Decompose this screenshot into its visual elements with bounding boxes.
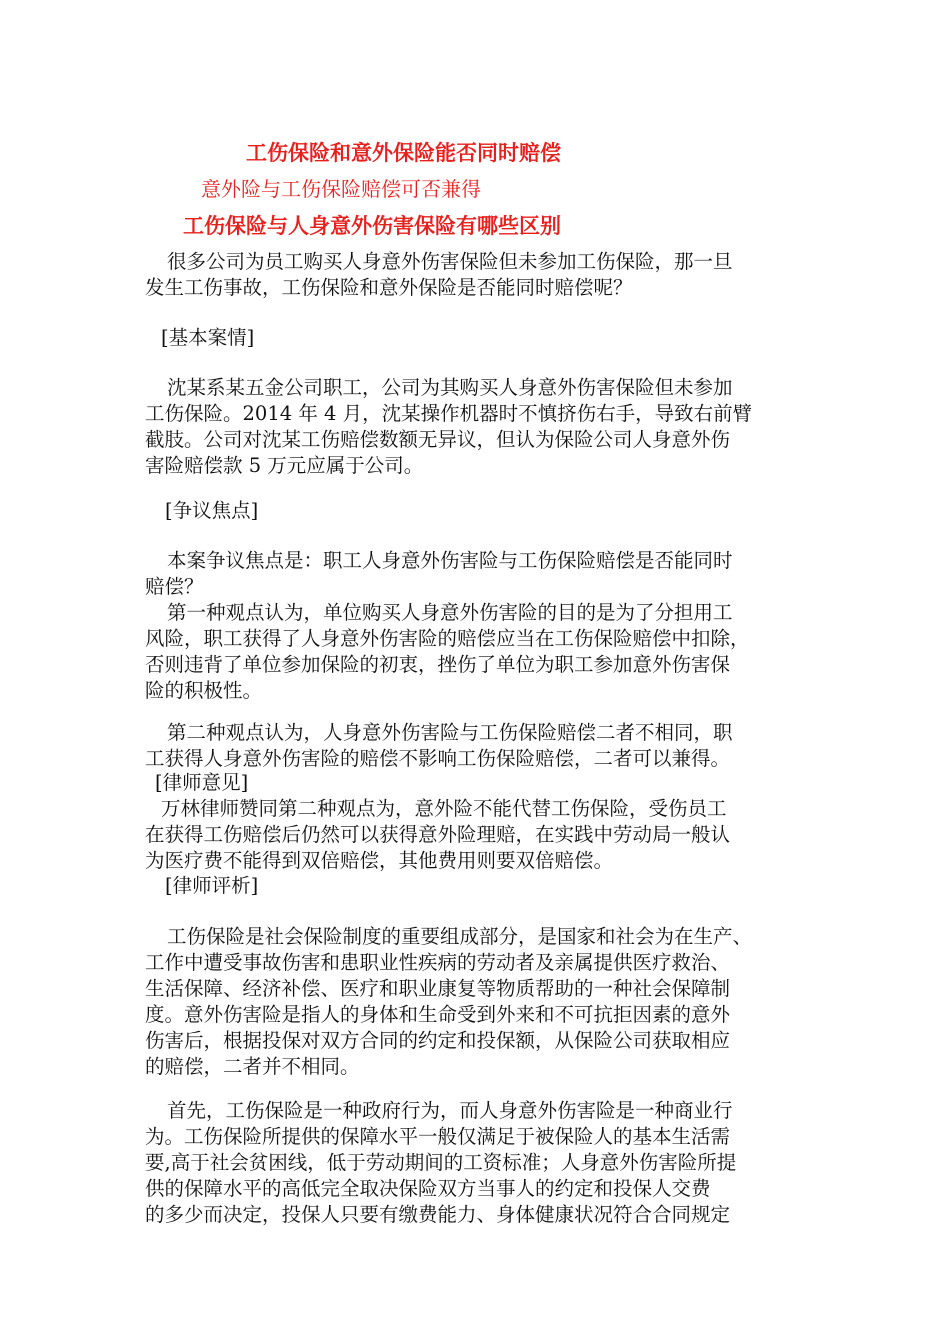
- text-line: 第一种观点认为，单位购买人身意外伤害险的目的是为了分担用工: [167, 601, 733, 624]
- text-line: 的赔偿，二者并不相同。: [145, 1055, 360, 1078]
- text-line: 生活保障、经济补偿、医疗和职业康复等物质帮助的一种社会保障制: [145, 977, 731, 1000]
- text-line: 很多公司为员工购买人身意外伤害保险但未参加工伤保险，那一旦: [167, 250, 733, 273]
- text-line: 为医疗费不能得到双倍赔偿，其他费用则要双倍赔偿。: [145, 849, 614, 872]
- lawyer-label: [律师意见]: [155, 771, 249, 794]
- text-line: 第二种观点认为，人身意外伤害险与工伤保险赔偿二者不相同，职: [167, 721, 733, 744]
- text-line: 发生工伤事故，工伤保险和意外保险是否能同时赔偿呢？: [145, 276, 633, 299]
- text-line: 工获得人身意外伤害险的赔偿不影响工伤保险赔偿，二者可以兼得。: [145, 747, 731, 770]
- subtitle-2: 工伤保险与人身意外伤害保险有哪些区别: [183, 214, 561, 238]
- intro-paragraph: [145, 249, 825, 301]
- text-line: 工伤保险。2014 年 4 月，沈某操作机器时不慎挤伤右手，导致右前臂: [145, 402, 753, 425]
- view2-paragraph: [145, 720, 825, 772]
- subtitle-1: 意外险与工伤保险赔偿可否兼得: [201, 177, 481, 201]
- main-title: 工伤保险和意外保险能否同时赔偿: [246, 141, 561, 165]
- text-line: 伤害后，根据投保对双方合同的约定和投保额，从保险公司获取相应: [145, 1029, 731, 1052]
- comment-paragraph: [145, 924, 825, 1080]
- text-line: 首先，工伤保险是一种政府行为，而人身意外伤害险是一种商业行: [167, 1099, 733, 1122]
- text-line: 险的积极性。: [145, 679, 263, 702]
- text-line: 供的保障水平的高低完全取决保险双方当事人的约定和投保人交费: [145, 1177, 711, 1200]
- text-line: 为。工伤保险所提供的保障水平一般仅满足于被保险人的基本生活需: [145, 1125, 731, 1148]
- text-line: 度。意外伤害险是指人的身体和生命受到外来和不可抗拒因素的意外: [145, 1003, 731, 1026]
- text-line: 工伤保险是社会保险制度的重要组成部分，是国家和社会为在生产、: [167, 925, 753, 948]
- text-line: 在获得工伤赔偿后仍然可以获得意外险理赔，在实践中劳动局一般认: [145, 823, 731, 846]
- lawyer-paragraph: [145, 796, 825, 874]
- case-label: [基本案情]: [161, 326, 255, 349]
- case-paragraph: [145, 375, 825, 479]
- comment-label: [律师评析]: [165, 874, 259, 897]
- text-line: 赔偿？: [145, 575, 204, 598]
- focus-paragraph: [145, 548, 825, 704]
- text-line: 工作中遭受事故伤害和患职业性疾病的劳动者及亲属提供医疗救治、: [145, 951, 731, 974]
- first-point-paragraph: [145, 1098, 825, 1228]
- text-line: 风险，职工获得了人身意外伤害险的赔偿应当在工伤保险赔偿中扣除，: [145, 627, 750, 650]
- text-line: 本案争议焦点是：职工人身意外伤害险与工伤保险赔偿是否能同时: [167, 549, 733, 572]
- focus-label: [争议焦点]: [165, 499, 259, 522]
- text-line: 沈某系某五金公司职工，公司为其购买人身意外伤害保险但未参加: [167, 376, 733, 399]
- text-line: 害险赔偿款 5 万元应属于公司。: [145, 454, 424, 477]
- text-line: 的多少而决定，投保人只要有缴费能力、身体健康状况符合合同规定: [145, 1203, 731, 1226]
- text-line: 截肢。公司对沈某工伤赔偿数额无异议，但认为保险公司人身意外伤: [145, 428, 731, 451]
- text-line: 否则违背了单位参加保险的初衷，挫伤了单位为职工参加意外伤害保: [145, 653, 731, 676]
- text-line: 万林律师赞同第二种观点为，意外险不能代替工伤保险，受伤员工: [161, 797, 727, 820]
- text-line: 要,高于社会贫困线，低于劳动期间的工资标准；人身意外伤害险所提: [145, 1151, 737, 1174]
